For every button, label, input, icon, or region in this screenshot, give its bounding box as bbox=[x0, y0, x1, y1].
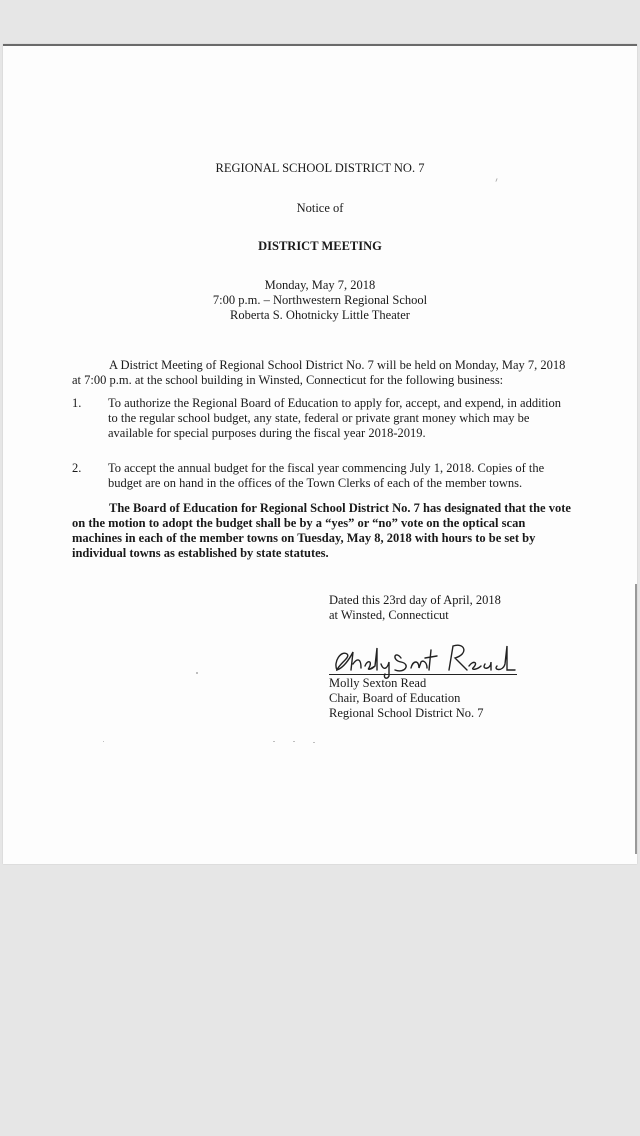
item-2-text bbox=[108, 461, 568, 491]
scan-speck bbox=[196, 672, 198, 674]
notice-of-label: Notice of bbox=[296, 201, 344, 215]
dated-block bbox=[329, 593, 559, 623]
scan-speck bbox=[313, 742, 315, 743]
intro-line-2: at 7:00 p.m. at the school building in Winsted, Connecticut for the following business: bbox=[72, 373, 504, 387]
page-top-border bbox=[3, 44, 637, 46]
signer-organization: Regional School District No. 7 bbox=[329, 706, 484, 720]
meeting-title: DISTRICT MEETING bbox=[258, 239, 382, 253]
signer-name: Molly Sexton Read bbox=[329, 676, 427, 690]
vote-notice-line-1: The Board of Education for Regional School District No. 7 has designated that the vote bbox=[109, 501, 571, 515]
scan-speck bbox=[273, 741, 275, 742]
signer-title: Chair, Board of Education bbox=[329, 691, 461, 705]
scan-speck bbox=[293, 741, 295, 742]
item-1-line-2: to the regular school budget, any state, federal or private grant money which may be bbox=[108, 411, 530, 425]
dated-line-2: at Winsted, Connecticut bbox=[329, 608, 449, 622]
intro-line-1: A District Meeting of Regional School District No. 7 will be held on Monday, May 7, 2018 bbox=[109, 358, 566, 372]
signature-line bbox=[329, 674, 517, 675]
item-2-line-1: To accept the annual budget for the fiscal year commencing July 1, 2018. Copies of the bbox=[108, 461, 545, 475]
meeting-venue: Roberta S. Ohotnicky Little Theater bbox=[230, 308, 410, 322]
item-1-text bbox=[108, 396, 568, 441]
item-1-line-1: To authorize the Regional Board of Education to apply for, accept, and expend, in addition bbox=[108, 396, 561, 410]
meeting-date: Monday, May 7, 2018 bbox=[264, 278, 376, 292]
dated-line-1: Dated this 23rd day of April, 2018 bbox=[329, 593, 501, 607]
vote-notice-line-4: individual towns as established by state statutes. bbox=[72, 546, 329, 560]
scan-speck bbox=[103, 741, 104, 742]
meeting-time-location: 7:00 p.m. – Northwestern Regional School bbox=[212, 293, 428, 307]
item-2-line-2: budget are on hand in the offices of the Town Clerks of each of the member towns. bbox=[108, 476, 523, 490]
document-page bbox=[3, 44, 637, 864]
scan-speck bbox=[495, 178, 497, 182]
item-2-number: 2. bbox=[72, 461, 82, 475]
vote-notice bbox=[72, 501, 592, 561]
signer-block bbox=[329, 676, 559, 721]
vote-notice-line-2: on the motion to adopt the budget shall be by a “yes” or “no” vote on the optical scan bbox=[72, 516, 526, 530]
item-1-number: 1. bbox=[72, 396, 82, 410]
district-heading: REGIONAL SCHOOL DISTRICT NO. 7 bbox=[215, 161, 425, 175]
vote-notice-line-3: machines in each of the member towns on Tuesday, May 8, 2018 with hours to be set by bbox=[72, 531, 536, 545]
page-right-edge bbox=[635, 584, 637, 854]
item-1-line-3: available for special purposes during the fiscal year 2018-2019. bbox=[108, 426, 426, 440]
